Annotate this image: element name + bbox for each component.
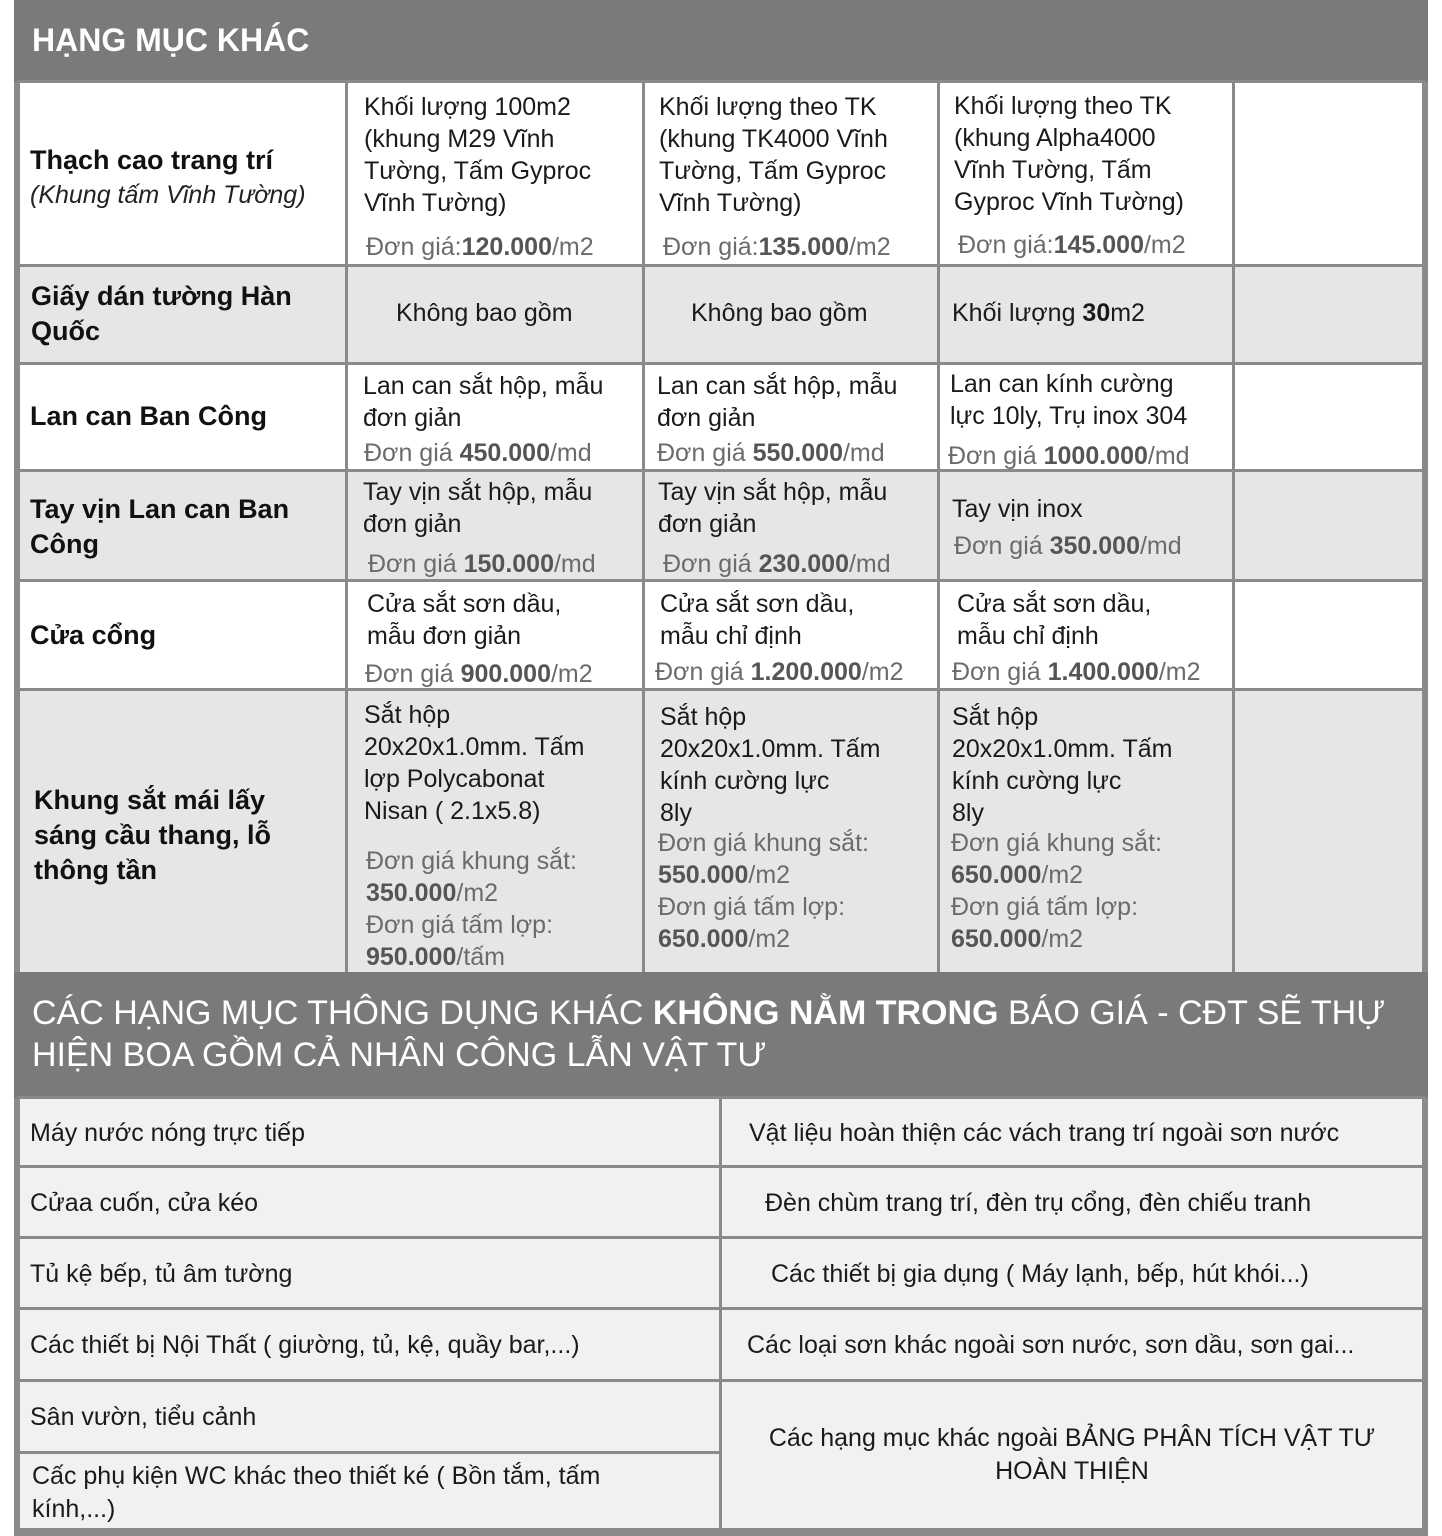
desc-line: Nisan ( 2.1x5.8) xyxy=(364,797,541,825)
row-label: Tay vịn Lan can Ban Công xyxy=(30,494,290,559)
desc-line: đơn giản xyxy=(363,404,462,432)
row-label: Cửa cổng xyxy=(30,620,157,650)
section-header xyxy=(14,0,1428,82)
row-sublabel: (Khung tấm Vĩnh Tường) xyxy=(30,181,306,209)
price-unit: /md xyxy=(549,439,592,467)
desc-line: 20x20x1.0mm. Tấm xyxy=(660,735,881,763)
price-prefix: Đơn giá xyxy=(368,550,464,578)
desc-line: Sắt hộp xyxy=(660,703,747,731)
option-price xyxy=(368,548,596,580)
row-label: Giấy dán tường Hàn Quốc xyxy=(31,281,292,346)
price-prefix: Đơn giá xyxy=(663,550,759,578)
option-cell xyxy=(642,469,940,582)
desc-line: 20x20x1.0mm. Tấm xyxy=(364,733,585,761)
option-desc xyxy=(660,701,880,829)
sheet-price-label: Đơn giá tấm lợp: xyxy=(658,893,846,921)
desc-line: đơn giản xyxy=(363,510,462,538)
sheet-price-label: Đơn giá tấm lợp: xyxy=(951,893,1139,921)
option-price xyxy=(958,229,1186,261)
empty-cell xyxy=(1232,579,1425,691)
text-suffix: m2 xyxy=(1110,299,1145,327)
desc-line: Tường, Tấm Gyproc xyxy=(364,157,592,185)
option-cell xyxy=(937,579,1235,691)
empty-cell xyxy=(1232,264,1425,365)
list-item-text: Đèn chùm trang trí, đèn trụ cổng, đèn chiếu tranh xyxy=(765,1189,1312,1217)
option-cell xyxy=(345,264,645,365)
sheet-price-value: 950.000 xyxy=(366,943,457,971)
option-price xyxy=(366,845,577,973)
option-desc xyxy=(657,370,897,434)
price-prefix: Đơn giá xyxy=(954,532,1050,560)
sheet-price-value: 650.000 xyxy=(951,925,1042,953)
option-cell xyxy=(345,579,645,691)
option-cell xyxy=(345,469,645,582)
list-item xyxy=(719,1096,1425,1168)
price-prefix: Đơn giá: xyxy=(663,233,759,261)
row-label: Khung sắt mái lấy sáng cầu thang, lỗ thông tần xyxy=(34,785,272,885)
desc-line: kính cường lực xyxy=(660,767,830,795)
price-unit: /m2 xyxy=(1158,658,1201,686)
list-item xyxy=(17,1379,722,1454)
list-item-text: Các hạng mục khác ngoài BẢNG PHÂN TÍCH VẬT TƯ HOÀN THIỆN xyxy=(768,1424,1376,1485)
option-cell xyxy=(345,362,645,472)
option-desc xyxy=(363,476,592,540)
option-cell xyxy=(937,264,1235,365)
option-price xyxy=(952,656,1201,688)
price-unit: /md xyxy=(848,550,891,578)
price-unit: /md xyxy=(842,439,885,467)
row-label-text: Thạch cao trang trí xyxy=(30,145,274,175)
row-label-cell xyxy=(17,362,348,472)
desc-line: đơn giản xyxy=(658,510,757,538)
row-label xyxy=(30,143,306,213)
option-price xyxy=(658,827,869,955)
option-desc xyxy=(367,588,561,652)
option-price xyxy=(951,827,1162,955)
sheet-price-value: 650.000 xyxy=(658,925,749,953)
desc-line: Vĩnh Tường) xyxy=(364,189,507,217)
empty-cell xyxy=(1232,469,1425,582)
desc-line: Lan can sắt hộp, mẫu xyxy=(657,372,898,400)
desc-line: Tay vịn sắt hộp, mẫu xyxy=(363,478,593,506)
price-unit: /m2 xyxy=(748,861,791,889)
price-prefix: Đơn giá xyxy=(365,660,461,688)
price-unit: /tấm xyxy=(456,943,505,971)
price-unit: /m2 xyxy=(861,658,904,686)
desc-line: (khung Alpha4000 xyxy=(954,124,1156,152)
price-value: 1000.000 xyxy=(1043,442,1148,470)
desc-line: Cửa sắt sơn dầu, xyxy=(660,590,855,618)
price-unit: /m2 xyxy=(1143,231,1186,259)
option-price xyxy=(366,231,594,263)
title-suffix: BÁO GIÁ - CĐT SẼ THỰ HIỆN BOA GỒM CẢ NHÂN CÔNG LẪN VẬT TƯ xyxy=(32,994,1386,1074)
row-label-cell xyxy=(17,688,348,975)
price-unit: /m2 xyxy=(456,879,499,907)
desc-line: Cửa sắt sơn dầu, xyxy=(367,590,562,618)
option-desc xyxy=(658,476,887,540)
price-value: 550.000 xyxy=(752,439,843,467)
price-value: 1.200.000 xyxy=(750,658,862,686)
price-value: 450.000 xyxy=(459,439,550,467)
option-cell xyxy=(937,688,1235,975)
sheet-price-label: Đơn giá tấm lợp: xyxy=(366,911,554,939)
list-item-text: Cấc phụ kiện WC khác theo thiết ké ( Bồn tắm, tấm kính,...) xyxy=(32,1462,601,1523)
option-desc xyxy=(659,91,888,219)
list-item xyxy=(17,1165,722,1239)
desc-line: lợp Polycabonat xyxy=(364,765,545,793)
price-prefix: Đơn giá: xyxy=(958,231,1054,259)
option-cell xyxy=(642,688,940,975)
list-item-text: Vật liệu hoàn thiện các vách trang trí ngoài sơn nước xyxy=(749,1119,1340,1147)
option-desc xyxy=(660,588,854,652)
price-unit: /md xyxy=(1147,442,1190,470)
option-desc xyxy=(952,493,1083,525)
section-title xyxy=(32,992,1422,1076)
row-label: Lan can Ban Công xyxy=(30,401,268,431)
price-value: 350.000 xyxy=(1049,532,1140,560)
list-item-text: Các loại sơn khác ngoài sơn nước, sơn dầu, sơn gai... xyxy=(747,1331,1355,1359)
row-label-cell xyxy=(17,469,348,582)
price-unit: /m2 xyxy=(848,233,891,261)
desc-line: Tường, Tấm Gyproc xyxy=(659,157,887,185)
option-cell xyxy=(937,469,1235,582)
desc-line: (khung TK4000 Vĩnh xyxy=(659,125,888,153)
list-item xyxy=(17,1451,722,1531)
price-unit: /md xyxy=(1139,532,1182,560)
price-prefix: Đơn giá xyxy=(364,439,460,467)
title-prefix: CÁC HẠNG MỤC THÔNG DỤNG KHÁC xyxy=(32,994,653,1032)
desc-line: 20x20x1.0mm. Tấm xyxy=(952,735,1173,763)
option-cell xyxy=(937,80,1235,267)
price-unit: /m2 xyxy=(1041,925,1084,953)
desc-line: Vĩnh Tường, Tấm xyxy=(954,156,1152,184)
frame-price-value: 350.000 xyxy=(366,879,457,907)
desc-line: mẫu chỉ định xyxy=(660,622,802,650)
row-label-cell xyxy=(17,264,348,365)
price-value: 120.000 xyxy=(461,233,552,261)
row-label-cell xyxy=(17,579,348,691)
option-price xyxy=(663,231,891,263)
option-cell xyxy=(937,362,1235,472)
desc-line: Khối lượng theo TK xyxy=(954,92,1172,120)
price-unit: /m2 xyxy=(1041,861,1084,889)
desc-line: Sắt hộp xyxy=(364,701,451,729)
list-item xyxy=(17,1096,722,1168)
list-item xyxy=(719,1165,1425,1239)
option-price xyxy=(657,437,885,469)
price-prefix: Đơn giá xyxy=(657,439,753,467)
desc-line: mẫu chỉ định xyxy=(957,622,1099,650)
price-unit: /m2 xyxy=(550,660,593,688)
list-item-text: Máy nước nóng trực tiếp xyxy=(30,1119,305,1147)
frame-price-label: Đơn giá khung sắt: xyxy=(366,847,577,875)
option-price xyxy=(948,440,1190,472)
option-desc xyxy=(364,699,584,827)
list-item-text: Sân vườn, tiểu cảnh xyxy=(30,1403,257,1431)
option-price xyxy=(663,548,891,580)
frame-price-value: 550.000 xyxy=(658,861,749,889)
row-label-cell xyxy=(17,80,348,267)
option-desc xyxy=(952,701,1172,829)
desc-line: Khối lượng 100m2 xyxy=(364,93,571,121)
price-value: 135.000 xyxy=(758,233,849,261)
desc-line: Cửa sắt sơn dầu, xyxy=(957,590,1152,618)
empty-cell xyxy=(1232,362,1425,472)
option-text xyxy=(952,297,1145,329)
desc-line: (khung M29 Vĩnh xyxy=(364,125,555,153)
price-unit: /m2 xyxy=(748,925,791,953)
empty-cell xyxy=(1232,688,1425,975)
text-prefix: Khối lượng xyxy=(952,299,1083,327)
list-item xyxy=(719,1379,1425,1531)
option-desc xyxy=(364,91,591,219)
list-item-text: Các thiết bị gia dụng ( Máy lạnh, bếp, hút khói...) xyxy=(771,1260,1309,1288)
list-item-text: Tủ kệ bếp, tủ âm tường xyxy=(30,1260,293,1288)
option-price xyxy=(954,530,1182,562)
option-cell xyxy=(642,579,940,691)
price-prefix: Đơn giá xyxy=(948,442,1044,470)
option-desc xyxy=(954,90,1184,218)
text-bold: 30 xyxy=(1082,299,1111,327)
desc-line: mẫu đơn giản xyxy=(367,622,521,650)
desc-line: Tay vịn sắt hộp, mẫu xyxy=(658,478,888,506)
price-value: 230.000 xyxy=(758,550,849,578)
price-value: 150.000 xyxy=(463,550,554,578)
list-item-text: Các thiết bị Nội Thất ( giường, tủ, kệ, quầy bar,...) xyxy=(30,1331,580,1359)
desc-line: Tay vịn inox xyxy=(952,495,1083,523)
option-cell xyxy=(345,688,645,975)
list-item xyxy=(719,1307,1425,1382)
price-prefix: Đơn giá: xyxy=(366,233,462,261)
option-price xyxy=(655,656,904,688)
option-cell xyxy=(642,362,940,472)
option-cell xyxy=(642,264,940,365)
option-desc xyxy=(957,588,1151,652)
empty-cell xyxy=(1232,80,1425,267)
desc-line: Lan can sắt hộp, mẫu xyxy=(363,372,604,400)
price-value: 145.000 xyxy=(1053,231,1144,259)
price-prefix: Đơn giá xyxy=(952,658,1048,686)
list-item xyxy=(17,1307,722,1382)
option-text: Không bao gồm xyxy=(691,299,868,327)
option-price xyxy=(364,437,592,469)
price-unit: /md xyxy=(553,550,596,578)
desc-line: kính cường lực xyxy=(952,767,1122,795)
price-prefix: Đơn giá xyxy=(655,658,751,686)
list-item xyxy=(719,1236,1425,1310)
title-bold: KHÔNG NẰM TRONG xyxy=(652,994,999,1032)
frame-price-label: Đơn giá khung sắt: xyxy=(951,829,1162,857)
option-price xyxy=(365,658,593,690)
price-unit: /m2 xyxy=(551,233,594,261)
desc-line: đơn giản xyxy=(657,404,756,432)
desc-line: Lan can kính cường xyxy=(950,370,1174,398)
desc-line: Khối lượng theo TK xyxy=(659,93,877,121)
desc-line: Gyproc Vĩnh Tường) xyxy=(954,188,1184,216)
price-value: 900.000 xyxy=(460,660,551,688)
option-text: Không bao gồm xyxy=(396,299,573,327)
desc-line: 8ly xyxy=(660,799,692,827)
desc-line: Vĩnh Tường) xyxy=(659,189,802,217)
price-value: 1.400.000 xyxy=(1047,658,1159,686)
desc-line: Sắt hộp xyxy=(952,703,1039,731)
section-title: HẠNG MỤC KHÁC xyxy=(32,22,310,58)
list-item xyxy=(17,1236,722,1310)
frame-price-value: 650.000 xyxy=(951,861,1042,889)
desc-line: lực 10ly, Trụ inox 304 xyxy=(950,402,1188,430)
option-cell xyxy=(345,80,645,267)
frame-price-label: Đơn giá khung sắt: xyxy=(658,829,869,857)
option-cell xyxy=(642,80,940,267)
option-desc xyxy=(950,368,1187,432)
section-header xyxy=(14,972,1428,1098)
option-desc xyxy=(363,370,603,434)
list-item-text: Cửaa cuốn, cửa kéo xyxy=(30,1189,259,1217)
desc-line: 8ly xyxy=(952,799,984,827)
